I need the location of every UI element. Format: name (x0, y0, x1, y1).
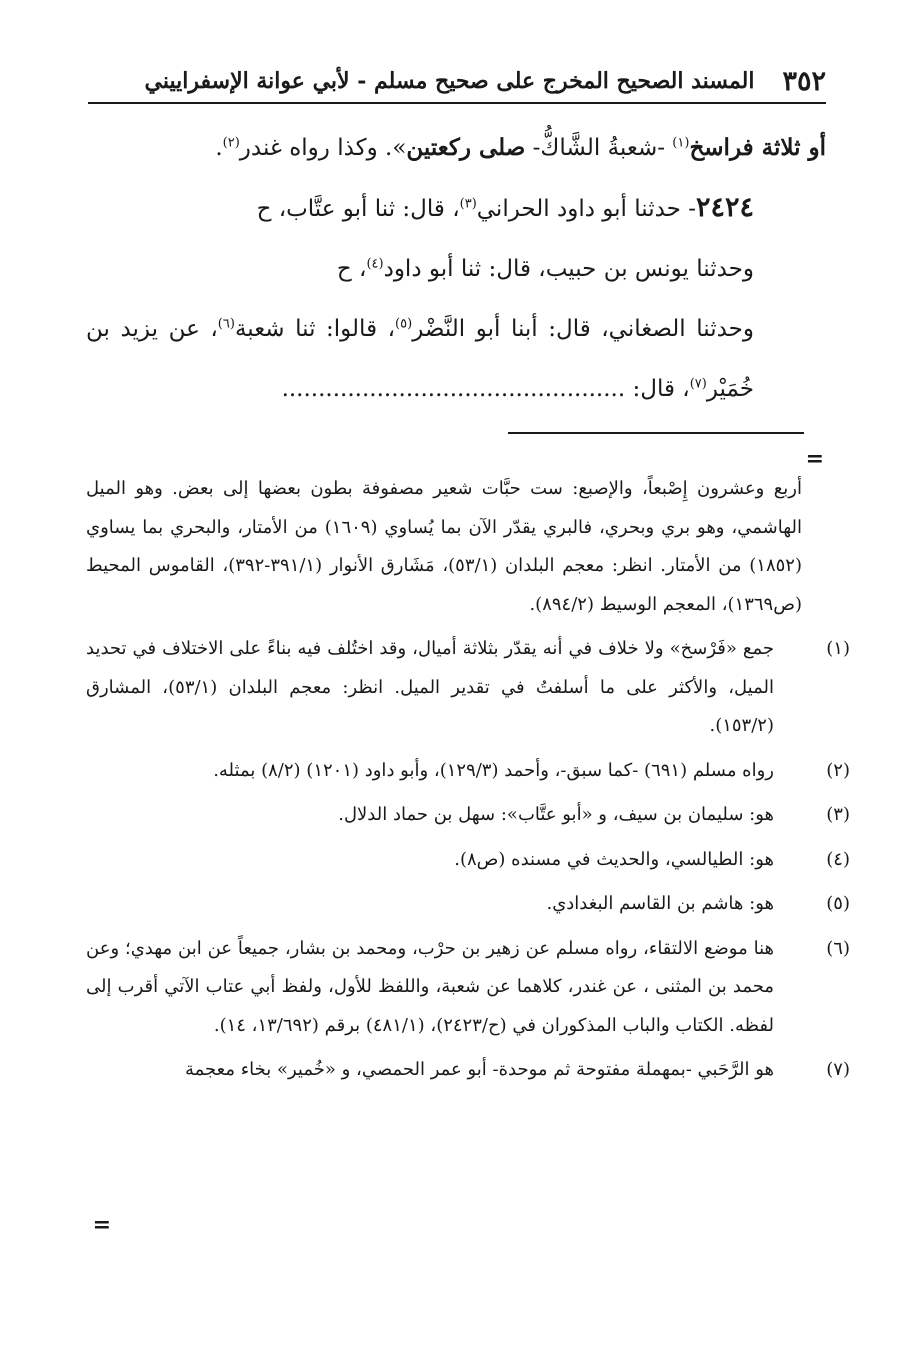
ellipsis-dots: ............................................... (281, 376, 626, 402)
footnote-5 (86, 885, 850, 924)
footnote-text: هو: سليمان بن سيف، و «أبو عتَّاب»: سهل بن حماد الدلال. (338, 804, 774, 825)
text-span: ، قال: ثنا أبو عتَّاب، ح (256, 196, 460, 222)
footnote-text: رواه مسلم (٦٩١) -كما سبق-، وأحمد (١٢٩/٣)، وأبو داود (١٢٠١) (٨/٢) بمثله. (213, 759, 774, 781)
footnote-1 (86, 630, 850, 746)
footnote-label: (٣) (826, 804, 850, 825)
footnote-label: (٤) (826, 848, 850, 870)
text-span: ، عن يزيد بن خُمَيْر (86, 316, 754, 402)
footnote-ref: (٦) (217, 316, 235, 332)
footnote-7 (86, 1051, 850, 1090)
footnote-text: هو: هاشم بن القاسم البغدادي. (546, 893, 774, 914)
footnote-separator (508, 432, 804, 434)
footnote-6 (86, 930, 850, 1046)
footnote-label: (٢) (826, 759, 850, 781)
text-line (86, 299, 826, 419)
text-span: -شعبةُ الشَّاكُّ- (525, 135, 673, 161)
continuation-mark: = (92, 1212, 111, 1238)
footnote-ref: (٢) (222, 135, 240, 151)
footnote-text: هو الرَّحَبي -بمهملة مفتوحة ثم موحدة- أبو عمر الحمصي، و «خُمير» بخاء معجمة (184, 1059, 774, 1080)
page-number: ٣٥٢ (782, 65, 826, 97)
text-span: . (215, 135, 223, 161)
text-span: ». وكذا رواه غندر (239, 135, 407, 161)
text-span: ، قال: (625, 376, 690, 402)
footnote-label: (٦) (826, 937, 850, 959)
text-span: صلى ركعتين (406, 134, 526, 161)
continuation-mark: = (805, 446, 824, 472)
footnote-ref: (٧) (689, 376, 707, 392)
text-span: وحدثنا الصغاني، قال: أبنا أبو النَّضْر (412, 316, 754, 342)
running-title: المسند الصحيح المخرج على صحيح مسلم - لأبي عوانة الإسفراييني (144, 68, 755, 94)
footnote-label: (٧) (826, 1059, 850, 1080)
footnote-ref: (٥) (395, 316, 413, 332)
text-span: وحدثنا يونس بن حبيب، قال: ثنا أبو داود (383, 256, 754, 282)
footnote-ref: (٤) (366, 256, 384, 272)
footnote-ref: (٣) (459, 196, 477, 212)
text-span: ، قالوا: ثنا شعبة (234, 316, 396, 342)
footnote-ref: (١) (672, 135, 690, 151)
footnote-carry-over: أربع وعشرون إِصْبعاً، والإصبع: ست حبَّات شعير مصفوفة بطون بعضها إلى بعض. وهو الميل الهاشمي، وهو بري وبحري، فالبري يقدّر الآن بما يُساوي (١٦٠٩) من الأمتار، والبحري بما يساوي (١٨٥٢) من الأمتار. انظر: معجم البلدان (٥٣/١)، مَشَارق الأنوار (٣٩١/١-٣٩٢)، القاموس المحيط (ص١٣٦٩)، المعجم الوسيط (٨٩٤/٢). (86, 478, 802, 615)
footnote-text: جمع «فَرْسخ» ولا خلاف في أنه يقدّر بثلاثة أميال، وقد اختُلف فيه بناءً على الاختلاف في تحديد الميل، والأكثر على ما أسلفتُ في تقدير الميل. انظر: معجم البلدان (٥٣/١)، المشارق (١٥٣/٢). (86, 638, 775, 736)
footnote-label: (١) (826, 638, 850, 659)
footnote-3 (86, 796, 850, 835)
footnotes (86, 470, 850, 1090)
hadith-line (86, 178, 826, 239)
footnote-label: (٥) (826, 893, 850, 914)
text-span: ، ح (336, 256, 367, 282)
main-text (86, 118, 826, 419)
hadith-number: ٢٤٢٤ (695, 192, 754, 223)
footnote-text: هو: الطيالسي، والحديث في مسنده (ص٨). (454, 848, 774, 870)
footnote-text: هنا موضع الالتقاء، رواه مسلم عن زهير بن حرْب، ومحمد بن بشار، جميعاً عن ابن مهدي؛ وعن محمد بن المثنى ، عن غندر، كلاهما عن شعبة، واللفظ للأول، ولفظ أبي عتاب الآتي أقرب إلى لفظه. الكتاب والباب المذكوران في (ح/٢٤٢٣)، (٤٨١/١) برقم (١٣/٦٩٢، ١٤). (86, 937, 774, 1036)
text-span: - حدثنا أبو داود الحراني (476, 196, 696, 222)
text-line (86, 239, 826, 299)
running-header (88, 60, 826, 104)
text-line (86, 118, 826, 178)
footnote-4 (86, 841, 850, 880)
footnote-2 (86, 752, 850, 791)
text-span: أو ثلاثة فراسخ (689, 134, 826, 161)
